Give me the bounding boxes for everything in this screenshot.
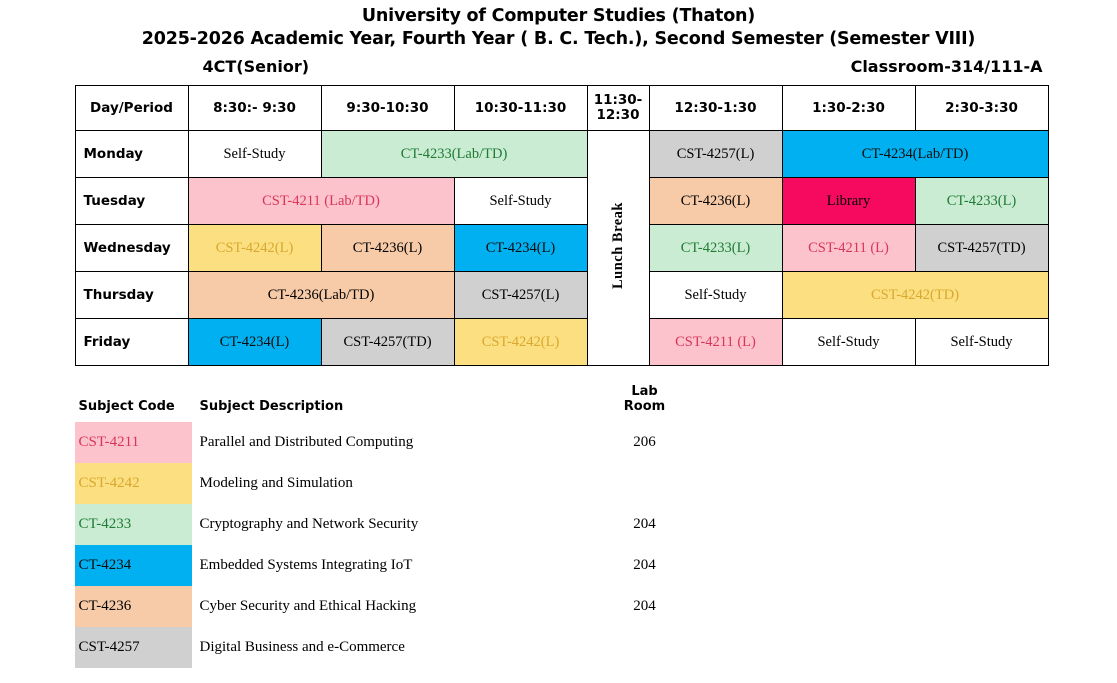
header-day-period: Day/Period bbox=[75, 86, 188, 131]
timetable-cell[interactable]: Self-Study bbox=[454, 178, 587, 225]
legend-head bbox=[75, 384, 700, 422]
legend-header-description: Subject Description bbox=[199, 399, 344, 414]
timetable-cell[interactable]: CST-4257(TD) bbox=[321, 319, 454, 366]
timetable-cell[interactable]: CT-4233(L) bbox=[649, 225, 782, 272]
legend-subject-description: Cryptography and Network Security bbox=[199, 516, 419, 532]
university-title: University of Computer Studies (Thaton) bbox=[361, 6, 756, 26]
timetable-row bbox=[75, 178, 1048, 225]
timetable-cell[interactable]: Library bbox=[782, 178, 915, 225]
legend-header-row bbox=[75, 384, 700, 422]
timetable-cell[interactable]: Self-Study bbox=[188, 131, 321, 178]
timetable-cell[interactable]: Self-Study bbox=[915, 319, 1048, 366]
legend-row bbox=[75, 463, 700, 504]
legend-lab-room bbox=[590, 463, 700, 504]
timetable-cell[interactable]: CST-4242(TD) bbox=[782, 272, 1048, 319]
legend-subject-description: Digital Business and e-Commerce bbox=[199, 639, 405, 655]
legend-header-code: Subject Code bbox=[78, 399, 175, 414]
timetable-cell[interactable]: CST-4242(L) bbox=[454, 319, 587, 366]
timetable-body bbox=[75, 131, 1048, 366]
timetable-head bbox=[75, 86, 1048, 131]
timetable-cell[interactable]: CT-4233(L) bbox=[915, 178, 1048, 225]
timetable-row bbox=[75, 319, 1048, 366]
legend-subject-description: Modeling and Simulation bbox=[199, 475, 353, 491]
timetable-cell[interactable]: CST-4257(L) bbox=[454, 272, 587, 319]
legend-body bbox=[75, 422, 700, 668]
legend-row bbox=[75, 504, 700, 545]
legend-lab-room: 204 bbox=[633, 598, 656, 614]
timetable-cell[interactable]: CST-4242(L) bbox=[188, 225, 321, 272]
day-label-tuesday: Tuesday bbox=[75, 178, 188, 225]
legend-row bbox=[75, 627, 700, 668]
header-lunch-time: 11:30- 12:30 bbox=[593, 92, 643, 123]
timetable-cell[interactable]: CST-4257(L) bbox=[649, 131, 782, 178]
legend-row bbox=[75, 545, 700, 586]
timetable-cell[interactable]: CT-4236(L) bbox=[321, 225, 454, 272]
timetable-row bbox=[75, 131, 1048, 178]
timetable bbox=[75, 85, 1049, 366]
timetable-cell[interactable]: CT-4234(L) bbox=[454, 225, 587, 272]
header-period-5: 12:30-1:30 bbox=[649, 86, 782, 131]
day-label-monday: Monday bbox=[75, 131, 188, 178]
timetable-cell[interactable]: CT-4233(Lab/TD) bbox=[321, 131, 587, 178]
legend-lab-room: 204 bbox=[633, 557, 656, 573]
legend-subject-code: CST-4257 bbox=[75, 627, 192, 668]
timetable-cell[interactable]: CT-4236(L) bbox=[649, 178, 782, 225]
legend-row bbox=[75, 586, 700, 627]
timetable-cell[interactable]: CT-4236(Lab/TD) bbox=[188, 272, 454, 319]
legend-lab-room: 204 bbox=[633, 516, 656, 532]
timetable-cell[interactable]: CST-4211 (L) bbox=[782, 225, 915, 272]
timetable-cell[interactable]: Self-Study bbox=[782, 319, 915, 366]
header-period-7: 2:30-3:30 bbox=[915, 86, 1048, 131]
header-period-1: 8:30:- 9:30 bbox=[188, 86, 321, 131]
timetable-cell[interactable]: CT-4234(L) bbox=[188, 319, 321, 366]
timetable-row bbox=[75, 225, 1048, 272]
subject-legend-table bbox=[75, 384, 700, 668]
legend-subject-description: Embedded Systems Integrating IoT bbox=[199, 557, 413, 573]
header-period-6: 1:30-2:30 bbox=[782, 86, 915, 131]
legend-lab-room: 206 bbox=[633, 434, 656, 450]
timetable-cell[interactable]: CST-4211 (Lab/TD) bbox=[188, 178, 454, 225]
academic-year-title: 2025-2026 Academic Year, Fourth Year ( B. C. Tech.), Second Semester (Semester VIII) bbox=[141, 29, 976, 49]
timetable-cell[interactable]: Self-Study bbox=[649, 272, 782, 319]
legend-row bbox=[75, 422, 700, 463]
timetable-cell[interactable]: CST-4211 (L) bbox=[649, 319, 782, 366]
header-lunch-period bbox=[587, 86, 649, 131]
legend-subject-code: CT-4233 bbox=[75, 504, 192, 545]
timetable-cell[interactable]: CT-4234(Lab/TD) bbox=[782, 131, 1048, 178]
day-label-thursday: Thursday bbox=[75, 272, 188, 319]
day-label-friday: Friday bbox=[75, 319, 188, 366]
subheader-row bbox=[75, 57, 1043, 81]
legend-subject-code: CST-4242 bbox=[75, 463, 192, 504]
lunch-break-cell bbox=[587, 131, 649, 366]
header-period-3: 10:30-11:30 bbox=[454, 86, 587, 131]
timetable-header-row bbox=[75, 86, 1048, 131]
timetable-container bbox=[75, 85, 1043, 366]
header-period-2: 9:30-10:30 bbox=[321, 86, 454, 131]
page-header bbox=[0, 0, 1117, 51]
legend-lab-room bbox=[590, 627, 700, 668]
lunch-break-label: Lunch Break bbox=[609, 201, 626, 290]
legend-header-lab-line2: Room bbox=[623, 399, 666, 414]
day-label-wednesday: Wednesday bbox=[75, 225, 188, 272]
legend-subject-description: Cyber Security and Ethical Hacking bbox=[199, 598, 417, 614]
classroom-label: Classroom-314/111-A bbox=[850, 57, 1043, 76]
legend-header-lab-line1: Lab bbox=[631, 384, 658, 399]
class-label: 4CT(Senior) bbox=[202, 57, 310, 76]
legend-container bbox=[75, 384, 1043, 668]
legend-subject-code: CT-4234 bbox=[75, 545, 192, 586]
legend-subject-code: CT-4236 bbox=[75, 586, 192, 627]
legend-subject-description: Parallel and Distributed Computing bbox=[199, 434, 414, 450]
legend-subject-code: CST-4211 bbox=[75, 422, 192, 463]
legend-header-lab-room bbox=[590, 384, 700, 422]
timetable-cell[interactable]: CST-4257(TD) bbox=[915, 225, 1048, 272]
timetable-row bbox=[75, 272, 1048, 319]
